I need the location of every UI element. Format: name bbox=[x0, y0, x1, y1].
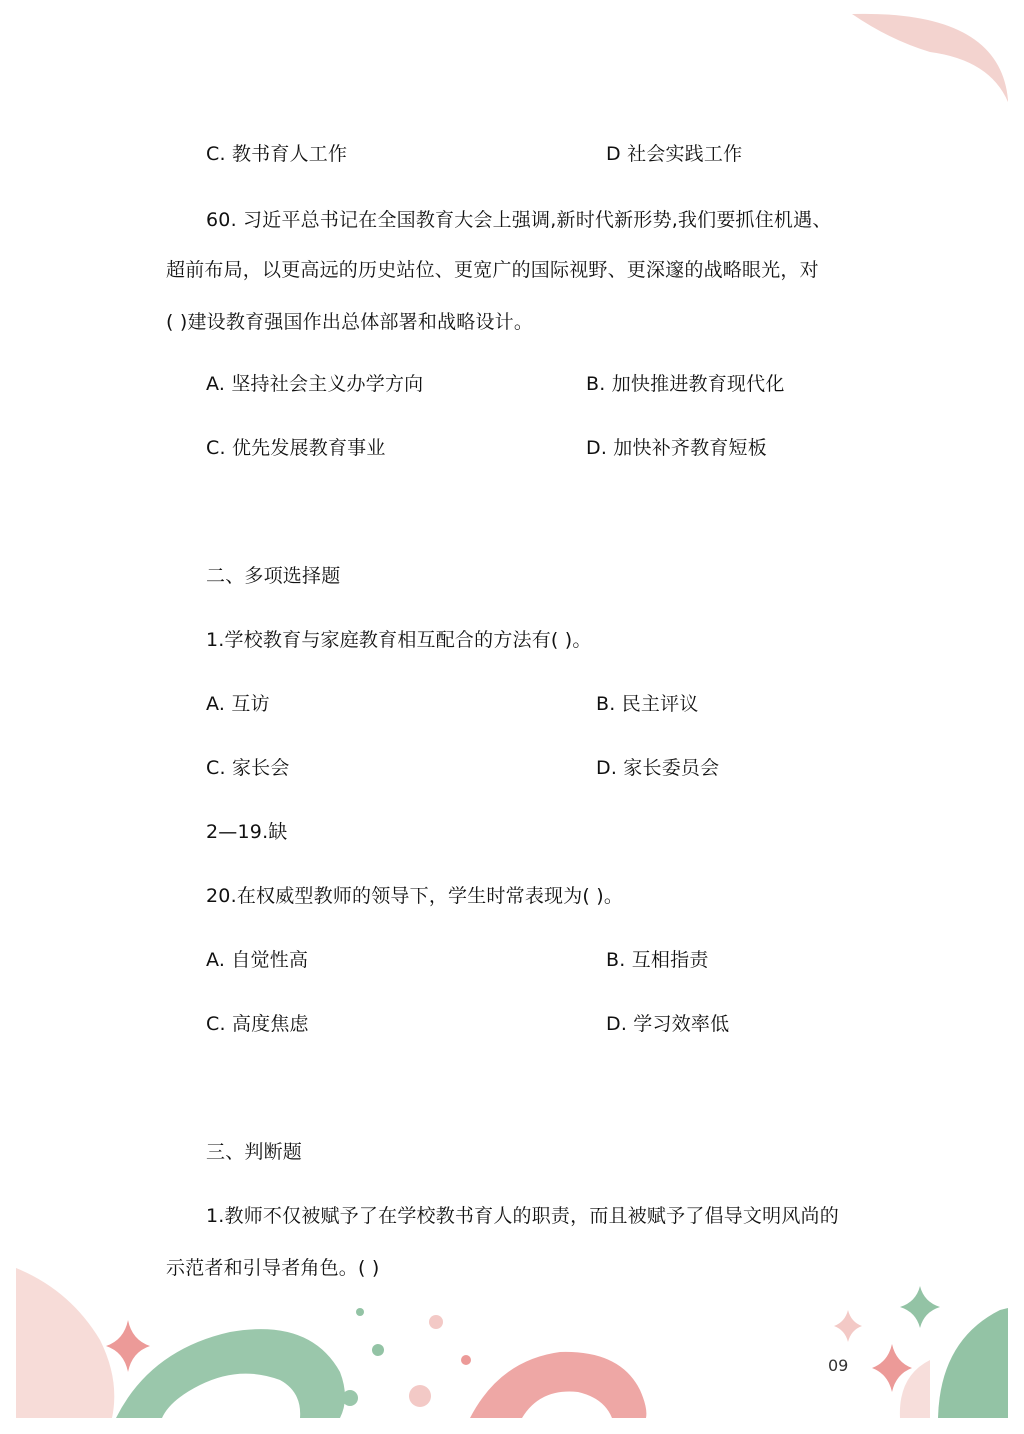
sparkle-pink-right bbox=[834, 1310, 862, 1342]
q60-option-d: D. 加快补齐教育短板 bbox=[586, 437, 767, 459]
right-pink-arc bbox=[900, 1360, 930, 1418]
s2-q1-option-a: A. 互访 bbox=[206, 693, 270, 715]
s2-q20-stem: 20.在权威型教师的领导下，学生时常表现为( )。 bbox=[206, 885, 624, 907]
bottom-pink-arc bbox=[470, 1352, 646, 1418]
dot-green-3 bbox=[342, 1390, 358, 1406]
top-right-arc bbox=[852, 14, 1008, 102]
s3-q1-line2: 示范者和引导者角色。( ) bbox=[166, 1257, 380, 1279]
dot-pink-2 bbox=[461, 1355, 471, 1365]
sparkle-coral-left bbox=[106, 1320, 150, 1372]
section3-heading: 三、判断题 bbox=[206, 1141, 303, 1163]
dot-green-1 bbox=[356, 1308, 364, 1316]
right-green-arc bbox=[938, 1308, 1008, 1418]
s2-q20-option-d: D. 学习效率低 bbox=[606, 1013, 730, 1035]
page-number: 09 bbox=[828, 1356, 849, 1375]
q60-option-b: B. 加快推进教育现代化 bbox=[586, 373, 785, 395]
left-pink-curve bbox=[16, 1268, 114, 1418]
s2-q1-option-d: D. 家长委员会 bbox=[596, 757, 720, 779]
s2-q1-stem: 1.学校教育与家庭教育相互配合的方法有( )。 bbox=[206, 629, 592, 651]
s2-q20-option-a: A. 自觉性高 bbox=[206, 949, 309, 971]
sparkle-coral-right bbox=[872, 1344, 912, 1392]
q59-option-d: D 社会实践工作 bbox=[606, 143, 743, 165]
q60-stem-line1: 60. 习近平总书记在全国教育大会上强调,新时代新形势,我们要抓住机遇、 bbox=[206, 209, 832, 231]
s2-q1-option-c: C. 家长会 bbox=[206, 757, 290, 779]
dot-pink-1 bbox=[429, 1315, 443, 1329]
s2-q1-option-b: B. 民主评议 bbox=[596, 693, 699, 715]
q60-stem-line3: ( )建设教育强国作出总体部署和战略设计。 bbox=[166, 311, 534, 333]
q59-option-c: C. 教书育人工作 bbox=[206, 143, 348, 165]
sparkle-green-right bbox=[900, 1286, 940, 1328]
bottom-green-arc bbox=[116, 1329, 345, 1418]
q60-stem-line2: 超前布局，以更高远的历史站位、更宽广的国际视野、更深邃的战略眼光，对 bbox=[166, 259, 819, 281]
s2-q20-option-c: C. 高度焦虑 bbox=[206, 1013, 309, 1035]
dot-green-2 bbox=[372, 1344, 384, 1356]
dot-pink-3 bbox=[409, 1385, 431, 1407]
s3-q1-line1: 1.教师不仅被赋予了在学校教书育人的职责，而且被赋予了倡导文明风尚的 bbox=[206, 1205, 839, 1227]
s2-missing-note: 2—19.缺 bbox=[206, 821, 288, 843]
section2-heading: 二、多项选择题 bbox=[206, 565, 341, 587]
s2-q20-option-b: B. 互相指责 bbox=[606, 949, 709, 971]
q60-option-a: A. 坚持社会主义办学方向 bbox=[206, 373, 424, 395]
q60-option-c: C. 优先发展教育事业 bbox=[206, 437, 386, 459]
